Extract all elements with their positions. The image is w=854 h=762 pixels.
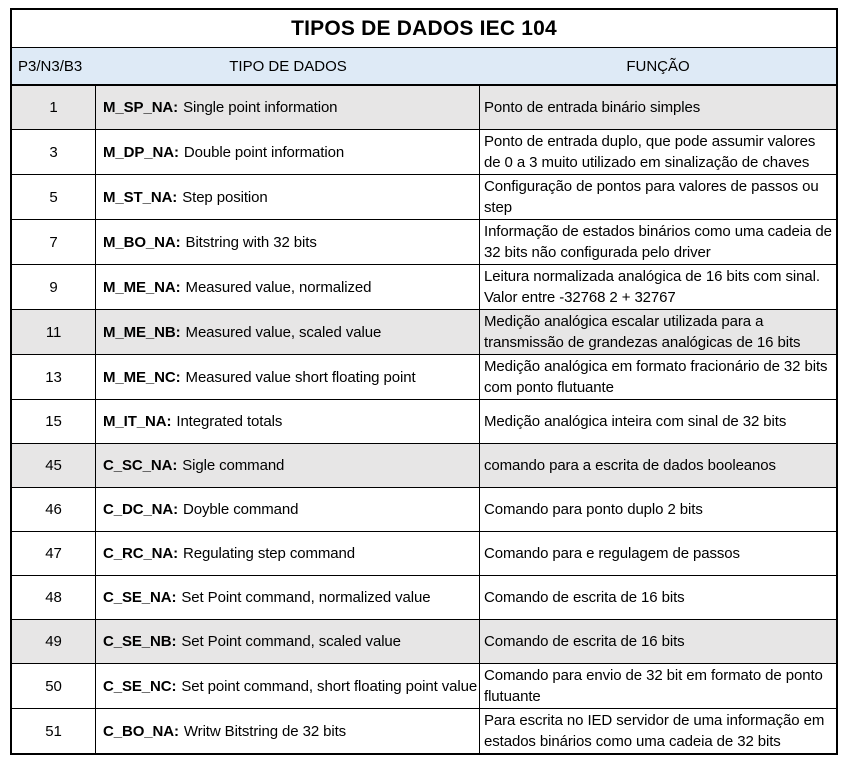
type-id-cell: 1	[12, 86, 96, 129]
type-code: M_ME_NB:	[103, 323, 181, 341]
type-id-cell: 49	[12, 620, 96, 663]
funcao-cell: Para escrita no IED servidor de uma informação em estados binários como uma cadeia de 32 bits	[484, 712, 825, 750]
type-code: C_RC_NA:	[103, 545, 179, 562]
type-description: Measured value, scaled value	[185, 323, 382, 341]
type-description: Measured value, normalized	[185, 278, 372, 296]
type-id-cell: 11	[12, 310, 96, 354]
type-name-cell	[96, 175, 480, 219]
type-name-cell	[96, 488, 480, 531]
type-code: C_SE_NB:	[103, 633, 177, 650]
funcao-cell: Ponto de entrada binário simples	[484, 99, 701, 116]
table-row	[12, 619, 836, 663]
funcao-cell: Comando de escrita de 16 bits	[484, 633, 685, 650]
type-description: Double point information	[183, 143, 345, 161]
funcao-cell: Medição analógica em formato fracionário de 32 bits com ponto flutuante	[484, 358, 828, 396]
type-id-cell: 45	[12, 444, 96, 487]
table-row	[12, 531, 836, 575]
table-row	[12, 443, 836, 487]
type-description: Writw Bitstring de 32 bits	[183, 722, 347, 740]
table-header-row	[12, 48, 836, 86]
table-row	[12, 129, 836, 174]
funcao-cell: Comando para ponto duplo 2 bits	[484, 501, 703, 518]
type-description: Bitstring with 32 bits	[185, 233, 317, 251]
type-description: Sigle command	[182, 457, 285, 474]
type-code: C_BO_NA:	[103, 722, 179, 740]
type-id-cell: 9	[12, 265, 96, 309]
type-name-cell	[96, 400, 480, 443]
type-name-cell	[96, 532, 480, 575]
type-code: M_DP_NA:	[103, 143, 179, 161]
type-id-cell: 48	[12, 576, 96, 619]
type-code: M_SP_NA:	[103, 99, 179, 116]
type-code: C_SE_NA:	[103, 589, 177, 606]
table-row	[12, 575, 836, 619]
type-name-cell	[96, 444, 480, 487]
funcao-cell: Ponto de entrada duplo, que pode assumir valores de 0 a 3 muito utilizado em sinalização de chaves	[484, 133, 816, 171]
table-row	[12, 663, 836, 708]
funcao-cell: Comando de escrita de 16 bits	[484, 589, 685, 606]
table-row	[12, 399, 836, 443]
type-name-cell	[96, 130, 480, 174]
table-row	[12, 487, 836, 531]
type-id-cell: 7	[12, 220, 96, 264]
type-id-cell: 5	[12, 175, 96, 219]
table-title: TIPOS DE DADOS IEC 104	[12, 10, 836, 48]
type-code: M_BO_NA:	[103, 233, 181, 251]
table-row	[12, 86, 836, 129]
table-row	[12, 174, 836, 219]
type-description: Single point information	[183, 99, 338, 116]
funcao-cell: Medição analógica escalar utilizada para a transmissão de grandezas analógicas de 16 bits	[484, 313, 801, 351]
type-id-cell: 3	[12, 130, 96, 174]
type-description: Set Point command, scaled value	[181, 633, 401, 650]
funcao-cell: Medição analógica inteira com sinal de 32 bits	[484, 413, 787, 430]
type-name-cell	[96, 86, 480, 129]
type-code: M_ME_NA:	[103, 278, 181, 296]
type-code: M_ST_NA:	[103, 188, 178, 206]
type-id-cell: 46	[12, 488, 96, 531]
type-id-cell: 15	[12, 400, 96, 443]
funcao-cell: Comando para envio de 32 bit em formato de ponto flutuante	[484, 667, 823, 705]
funcao-cell: Leitura normalizada analógica de 16 bits com sinal. Valor entre -32768 2 + 32767	[484, 268, 820, 306]
type-code: C_DC_NA:	[103, 501, 179, 518]
type-description: Set point command, short floating point value	[181, 677, 478, 695]
funcao-cell: comando para a escrita de dados booleanos	[484, 457, 776, 474]
table-row	[12, 708, 836, 753]
type-code: M_IT_NA:	[103, 413, 172, 430]
type-code: C_SC_NA:	[103, 457, 178, 474]
type-name-cell	[96, 265, 480, 309]
type-name-cell	[96, 310, 480, 354]
type-name-cell	[96, 709, 480, 753]
type-description: Measured value short floating point	[185, 368, 416, 386]
column-header-id: P3/N3/B3	[18, 57, 83, 75]
type-id-cell: 47	[12, 532, 96, 575]
type-description: Set Point command, normalized value	[181, 589, 431, 606]
iec104-datatypes-table	[10, 8, 838, 755]
table-row	[12, 354, 836, 399]
type-description: Integrated totals	[176, 413, 283, 430]
type-description: Regulating step command	[183, 545, 356, 562]
funcao-cell: Comando para e regulagem de passos	[484, 545, 740, 562]
table-row	[12, 219, 836, 264]
type-code: C_SE_NC:	[103, 677, 177, 695]
type-name-cell	[96, 355, 480, 399]
type-name-cell	[96, 220, 480, 264]
type-description: Step position	[182, 188, 268, 206]
type-id-cell: 13	[12, 355, 96, 399]
column-header-funcao: FUNÇÃO	[626, 57, 690, 75]
column-header-type: TIPO DE DADOS	[229, 57, 347, 75]
table-row	[12, 309, 836, 354]
funcao-cell: Informação de estados binários como uma cadeia de 32 bits não configurada pelo driver	[484, 223, 832, 261]
table-body	[12, 86, 836, 753]
table-row	[12, 264, 836, 309]
type-code: M_ME_NC:	[103, 368, 181, 386]
funcao-cell: Configuração de pontos para valores de passos ou step	[484, 178, 819, 216]
type-name-cell	[96, 576, 480, 619]
type-id-cell: 50	[12, 664, 96, 708]
type-description: Doyble command	[183, 501, 299, 518]
type-id-cell: 51	[12, 709, 96, 753]
type-name-cell	[96, 620, 480, 663]
type-name-cell	[96, 664, 480, 708]
